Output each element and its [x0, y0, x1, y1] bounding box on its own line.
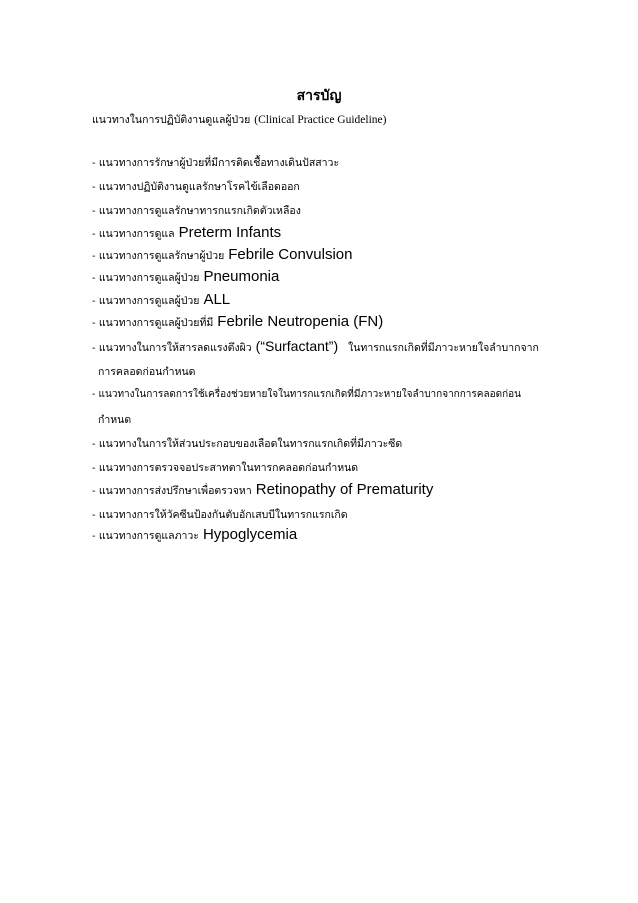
- toc-item-thai: - แนวทางการดูแลภาวะ: [92, 530, 199, 542]
- page-title: สารบัญ: [296, 88, 342, 104]
- toc-item: [92, 338, 539, 356]
- toc-item-thai: - แนวทางการดูแลผู้ป่วย: [92, 295, 200, 307]
- toc-item-thai: - แนวทางการดูแลผู้ป่วยที่มี: [92, 317, 214, 329]
- toc-item: [92, 387, 521, 402]
- toc-item-english: (“Surfactant”): [255, 338, 339, 354]
- toc-item-english: ALL: [203, 291, 231, 308]
- section-subtitle: [92, 111, 386, 128]
- toc-item: [92, 481, 433, 499]
- toc-item: [92, 202, 301, 219]
- toc-item-thai: - แนวทางการดูแล: [92, 228, 175, 240]
- toc-item-thai: - แนวทางการให้วัคซีนป้องกันตับอักเสบบีในทารกแรกเกิด: [92, 509, 348, 521]
- toc-item-continuation: [98, 363, 196, 380]
- toc-item-thai-continued: ในทารกแรกเกิดที่มีภาวะหายใจลำบากจาก: [348, 342, 539, 354]
- toc-item-thai: - แนวทางการดูแลรักษาผู้ป่วย: [92, 250, 225, 262]
- toc-item: [92, 313, 383, 331]
- subtitle-thai: แนวทางในการปฏิบัติงานดูแลผู้ป่วย: [92, 114, 251, 126]
- toc-item-thai: - แนวทางปฏิบัติงานดูแลรักษาโรคไข้เลือดออก: [92, 181, 300, 193]
- toc-item-thai: - แนวทางการรักษาผู้ป่วยที่มีการติดเชื้อทางเดินปัสสาวะ: [92, 157, 340, 169]
- toc-item-thai: - แนวทางการดูแลผู้ป่วย: [92, 272, 200, 284]
- toc-item-thai: - แนวทางในการลดการใช้เครื่องช่วยหายใจในทารกแรกเกิดที่มีภาวะหายใจลำบากจากการคลอดก่อน: [92, 389, 521, 400]
- toc-item-english: Hypoglycemia: [202, 526, 298, 543]
- toc-item-thai: - แนวทางการส่งปรึกษาเพื่อตรวจหา: [92, 485, 252, 497]
- toc-item: [92, 291, 230, 309]
- toc-item: [92, 246, 353, 264]
- toc-item-english: Retinopathy of Prematurity: [255, 481, 434, 498]
- toc-item-continuation: [98, 411, 131, 428]
- toc-item: [92, 526, 297, 544]
- toc-item-thai: กำหนด: [98, 414, 132, 426]
- toc-item: [92, 268, 279, 286]
- toc-item-english: Febrile Convulsion: [228, 246, 353, 263]
- toc-item: [92, 154, 339, 171]
- toc-item-english: Febrile Neutropenia (FN): [217, 313, 384, 330]
- toc-item: [92, 506, 348, 523]
- toc-item-thai: - แนวทางการดูแลรักษาทารกแรกเกิดตัวเหลือง: [92, 205, 301, 217]
- toc-item-thai: การคลอดก่อนกำหนด: [98, 366, 196, 378]
- toc-item-thai: - แนวทางในการให้สารลดแรงตึงผิว: [92, 342, 252, 354]
- toc-item: [92, 224, 281, 242]
- toc-item-thai: - แนวทางการตรวจจอประสาทตาในทารกคลอดก่อนกำหนด: [92, 462, 359, 474]
- toc-item: [92, 435, 402, 452]
- toc-item: [92, 459, 358, 476]
- toc-item: [92, 178, 300, 195]
- toc-item-english: Pneumonia: [203, 268, 280, 285]
- toc-item-english: Preterm Infants: [178, 224, 282, 241]
- toc-item-thai: - แนวทางในการให้ส่วนประกอบของเลือดในทารกแรกเกิดที่มีภาวะซีด: [92, 438, 403, 450]
- subtitle-english: (Clinical Practice Guideline): [254, 114, 387, 126]
